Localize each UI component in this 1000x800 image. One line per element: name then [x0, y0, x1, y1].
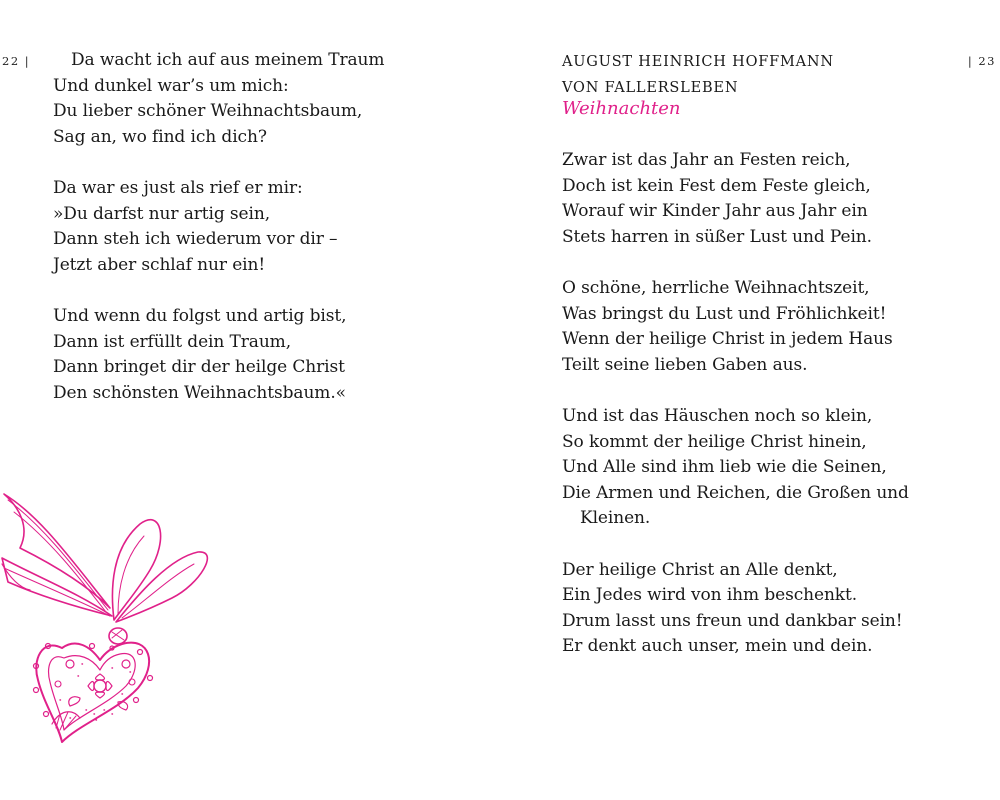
verse-line: Worauf wir Kinder Jahr aus Jahr ein [562, 201, 868, 222]
verse-line: Sag an, wo find ich dich? [53, 126, 267, 147]
poem-author [562, 50, 834, 101]
verse-line: Was bringst du Lust und Fröhlichkeit! [562, 303, 887, 324]
verse-line: Und ist das Häuschen noch so klein, [562, 405, 873, 426]
stanza [53, 304, 493, 406]
right-page [500, 0, 1000, 800]
page-number-left: 22 | [2, 54, 31, 68]
verse-line: Dann bringet dir der heilge Christ [53, 357, 345, 378]
verse-line: Der heilige Christ an Alle denkt, [562, 559, 838, 580]
stanza [562, 276, 992, 378]
poem-body [562, 148, 992, 685]
verse-line: Die Armen und Reichen, die Großen und [562, 482, 909, 503]
verse-line-continuation: Kleinen. [580, 508, 651, 529]
verse-line: Und dunkel war’s um mich: [53, 75, 289, 96]
author-line: VON FALLERSLEBEN [562, 79, 739, 96]
page-number-right: | 23 [967, 54, 996, 68]
stanza [562, 558, 992, 660]
verse-line: O schöne, herrliche Weihnachtszeit, [562, 277, 870, 298]
verse-line: So kommt der heilige Christ hinein, [562, 431, 867, 452]
verse-line: Zwar ist das Jahr an Festen reich, [562, 150, 851, 170]
verse-line: Da war es just als rief er mir: [53, 177, 303, 198]
verse-line: Du lieber schöner Weihnachtsbaum, [53, 101, 363, 122]
verse-line: Und Alle sind ihm lieb wie die Seinen, [562, 457, 887, 478]
heart-pendant-illustration [0, 488, 215, 750]
verse-line: Wenn der heilige Christ in jedem Haus [562, 329, 893, 350]
verse-line: Doch ist kein Fest dem Feste gleich, [562, 175, 871, 196]
verse-line: Er denkt auch unser, mein und dein. [562, 636, 873, 657]
verse-line: »Du darfst nur artig sein, [53, 203, 270, 224]
stanza [562, 404, 992, 532]
verse-line: Teilt seine lieben Gaben aus. [562, 354, 808, 375]
poem-continuation [53, 48, 493, 432]
poem-title: Weihnachten [562, 98, 681, 119]
stanza [562, 148, 992, 250]
stanza [53, 48, 493, 150]
verse-line: Stets harren in süßer Lust und Pein. [562, 226, 872, 247]
verse-line: Ein Jedes wird von ihm beschenkt. [562, 585, 858, 606]
verse-line: Und wenn du folgst und artig bist, [53, 305, 347, 326]
verse-line: Dann ist erfüllt dein Traum, [53, 331, 292, 352]
verse-line: Dann steh ich wiederum vor dir – [53, 229, 338, 250]
verse-line: Da wacht ich auf aus meinem Traum [71, 50, 385, 70]
author-line: AUGUST HEINRICH HOFFMANN [562, 54, 834, 70]
verse-line: Drum lasst uns freun und dankbar sein! [562, 610, 903, 631]
verse-line: Jetzt aber schlaf nur ein! [53, 254, 266, 275]
stanza [53, 176, 493, 278]
verse-line: Den schönsten Weihnachtsbaum.« [53, 382, 346, 403]
